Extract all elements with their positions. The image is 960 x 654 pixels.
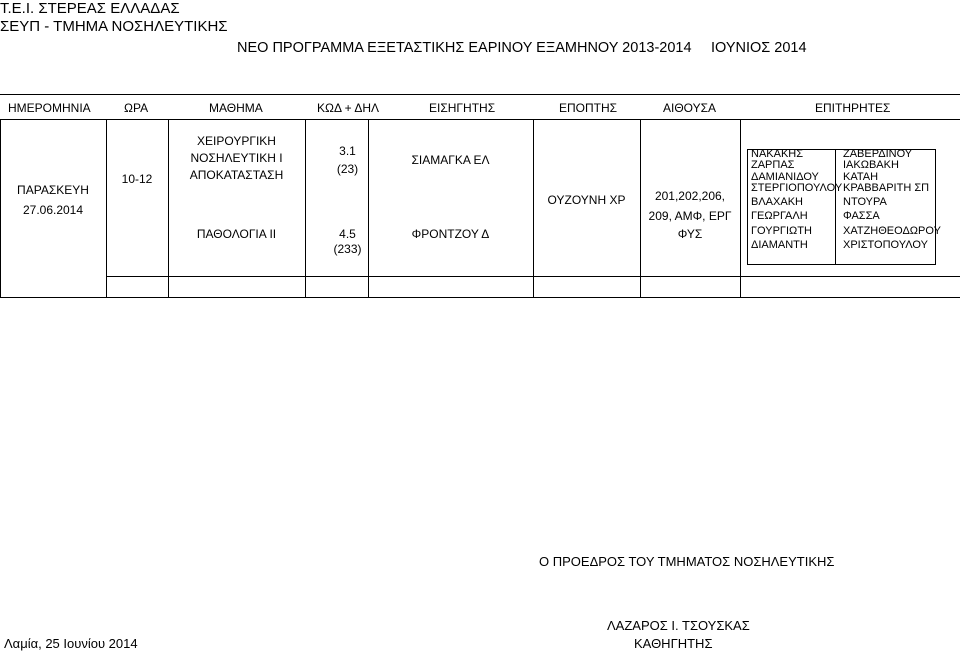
col-supervisor: ΕΠΟΠΤΗΣ: [559, 101, 618, 115]
invigilators-left-list: [751, 149, 842, 251]
header-bottom-rule: [0, 119, 960, 120]
place-date: Λαμία, 25 Ιουνίου 2014: [4, 636, 138, 651]
month-label: ΙΟΥΝΙΟΣ 2014: [711, 40, 807, 56]
invigilator-left: ΓΕΩΡΓΑΛΗ: [751, 210, 808, 223]
grid-h-table-bottom: [0, 297, 960, 298]
president-title: Ο ΠΡΟΕΔΡΟΣ ΤΟΥ ΤΜΗΜΑΤΟΣ ΝΟΣΗΛΕΥΤΙΚΗΣ: [539, 554, 835, 569]
org-line-2: ΣΕΥΠ - ΤΜΗΜΑ ΝΟΣΗΛΕΥΤΙΚΗΣ: [0, 18, 228, 35]
col-code: ΚΩΔ + ΔΗΛ: [317, 101, 380, 115]
invigilator-right: ΚΡΑΒΒΑΡΙΤΗ ΣΠ: [843, 181, 930, 194]
invigilator-right: ΚΑΤΑΗ: [843, 170, 879, 183]
course-2: ΠΑΘΟΛΟΓΙΑ ΙΙ: [196, 227, 277, 241]
grid-v-1: [106, 120, 107, 298]
col-time: ΩΡΑ: [124, 101, 149, 115]
signer-name: ΛΑΖΑΡΟΣ Ι. ΤΣΟΥΣΚΑΣ: [607, 618, 750, 633]
col-date: ΗΜΕΡΟΜΗΝΙΑ: [8, 101, 91, 115]
invigilator-left: ΒΛΑΧΑΚΗ: [751, 196, 803, 209]
invigilator-left: ΔΙΑΜΑΝΤΗ: [751, 239, 808, 252]
course-1-line-3: ΑΠΟΚΑΤΑΣΤΑΣΗ: [189, 168, 284, 182]
course-1-line-1: ΧΕΙΡΟΥΡΓΙΚΗ: [197, 134, 276, 148]
program-title: ΝΕΟ ΠΡΟΓΡΑΜΜΑ ΕΞΕΤΑΣΤΙΚΗΣ ΕΑΡΙΝΟΥ ΕΞΑΜΗΝΟΥ 2013-2014: [237, 40, 692, 56]
code-1: 3.1: [339, 144, 356, 158]
day-name: ΠΑΡΑΣΚΕΥΗ: [17, 183, 89, 197]
col-room: ΑΙΘΟΥΣΑ: [663, 101, 717, 115]
rooms-line-1: 201,202,206,: [654, 189, 726, 203]
invigilator-right: ΧΡΙΣΤΟΠΟΥΛΟΥ: [843, 239, 928, 252]
grid-v-7: [740, 120, 741, 298]
rooms-line-2: 209, ΑΜΦ, ΕΡΓ: [648, 209, 732, 223]
invigilator-right: ΝΤΟΥΡΑ: [843, 196, 887, 209]
code-1-count: (23): [336, 162, 359, 176]
invigilator-left: ΔΑΜΙΑΝΙΔΟΥ: [751, 170, 819, 183]
instructor-1: ΣΙΑΜΑΓΚΑ ΕΛ: [411, 153, 490, 167]
invigilator-left: ΣΤΕΡΓΙΟΠΟΥΛΟΥ: [751, 181, 843, 194]
instructor-2: ΦΡΟΝΤΖΟΥ Δ: [411, 227, 490, 241]
invigilator-left: ΖΑΡΠΑΣ: [751, 159, 795, 172]
grid-h-row-bottom: [107, 276, 960, 277]
invigilator-left: ΓΟΥΡΓΙΩΤΗ: [751, 224, 812, 237]
code-2-count: (233): [333, 242, 362, 256]
header-top-rule: [0, 94, 960, 95]
exam-date: 27.06.2014: [22, 203, 84, 217]
invigilator-right: ΙΑΚΩΒΑΚΗ: [843, 159, 899, 172]
invigilator-right: ΧΑΤΖΗΘΕΟΔΩΡΟΥ: [843, 224, 941, 237]
code-2: 4.5: [339, 227, 356, 241]
org-line-1: Τ.Ε.Ι. ΣΤΕΡΕΑΣ ΕΛΛΑΔΑΣ: [0, 0, 180, 17]
invigilator-left: ΝΑΚΑΚΗΣ: [751, 148, 804, 160]
exam-time: 10-12: [121, 172, 153, 186]
invigilators-right-list: [843, 149, 941, 251]
col-instructor: ΕΙΣΗΓΗΤΗΣ: [429, 101, 496, 115]
col-invigilators: ΕΠΙΤΗΡΗΤΕΣ: [815, 101, 891, 115]
col-course: ΜΑΘΗΜΑ: [209, 101, 263, 115]
grid-v-5: [533, 120, 534, 298]
invigilator-right: ΦΑΣΣΑ: [843, 210, 880, 223]
signer-title: ΚΑΘΗΓΗΤΗΣ: [634, 636, 713, 651]
invigilator-right: ΖΑΒΕΡΔΙΝΟΥ: [843, 148, 913, 160]
supervisor: ΟΥΖΟΥΝΗ ΧΡ: [547, 193, 626, 207]
rooms-line-3: ΦΥΣ: [677, 227, 703, 241]
course-1-line-2: ΝΟΣΗΛΕΥΤΙΚΗ Ι: [190, 151, 283, 165]
